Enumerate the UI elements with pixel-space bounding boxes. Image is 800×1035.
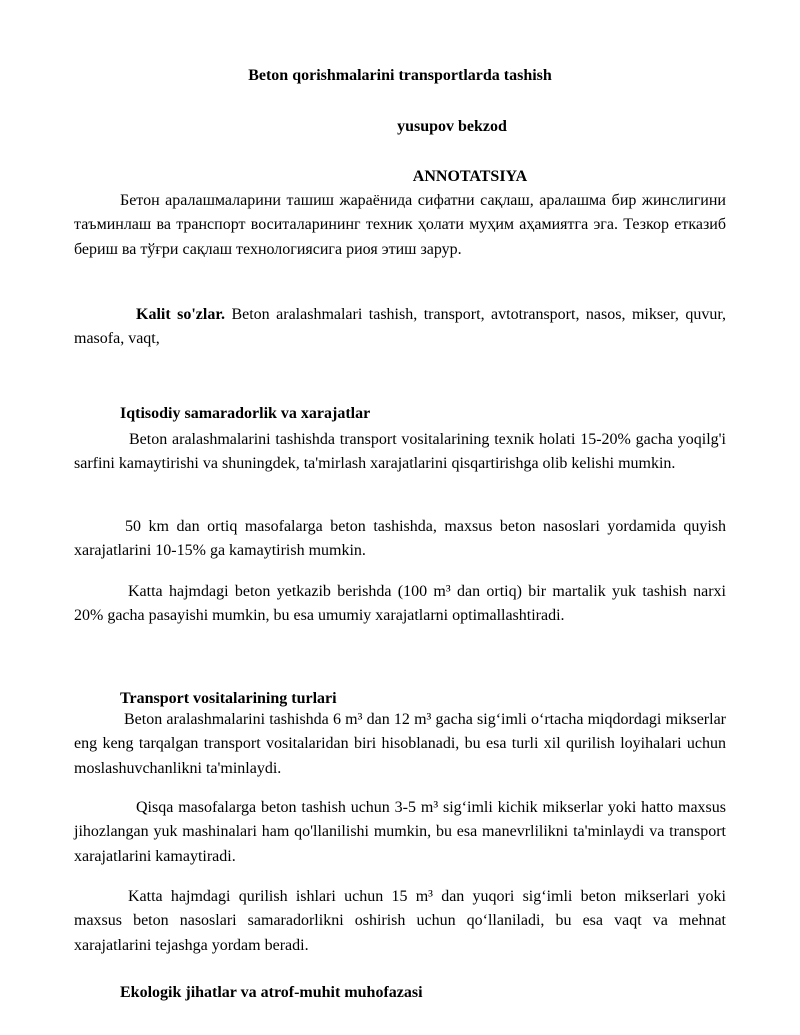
annotation-text: Бетон аралашмаларини ташиш жараёнида сифатни сақлаш, аралашма бир жинслигини таъминлаш ва транспорт воситаларининг техник ҳолати муҳим аҳамиятга эга. Тезкор етказиб бериш ва тўғри сақлаш технологиясига риоя этиш зарур. [74,192,726,258]
annotation-heading: ANNOTATSIYA [412,168,528,185]
keywords-text: Beton aralashmalari tashish, transport, avtotransport, nasos, mikser, quvur, masofa, vaqt, [74,306,727,348]
section-paragraph: Qisqa masofalarga beton tashish uchun 3-5 m³ sig‘imli kichik mikserlar yoki hatto maxsus jihozlangan yuk mashinalari ham qo'llanilishi mumkin, bu esa manevrlilikni ta'minlaydi va transport xarajatlarini kamaytiradi. [74,799,726,865]
section-paragraph: Katta hajmdagi qurilish ishlari uchun 15 m³ dan yuqori sig‘imli beton mikserlari yoki maxsus beton nasoslari samaradorlikni oshirish uchun qo‘llaniladi, bu esa vaqt va mehnat xarajatlarini tejashga yordam beradi. [74,888,726,954]
section-heading-transport-types: Transport vositalarining turlari [120,690,337,707]
section-heading-ecology: Ekologik jihatlar va atrof-muhit muhofazasi [120,984,423,1001]
author-name: yusupov bekzod [397,118,507,135]
keywords-label: Kalit so'zlar. [136,306,225,323]
keywords-paragraph [74,303,726,352]
section-paragraph: Katta hajmdagi beton yetkazib berishda (100 m³ dan ortiq) bir martalik yuk tashish narxi 20% gacha pasayishi mumkin, bu esa umumiy xarajatlarni optimallashtiradi. [74,583,726,625]
document-title: Beton qorishmalarini transportlarda tashish [248,67,552,84]
section-heading-economics: Iqtisodiy samaradorlik va xarajatlar [120,405,371,422]
section-paragraph: 50 km dan ortiq masofalarga beton tashishda, maxsus beton nasoslari yordamida quyish xarajatlarini 10-15% ga kamaytirish mumkin. [74,518,726,560]
section-paragraph: Beton aralashmalarini tashishda transport vositalarining texnik holati 15-20% gacha yoqilg'i sarfini kamaytirishi va shuningdek, ta'mirlash xarajatlarini qisqartirishga olib kelishi mumkin. [74,431,726,473]
section-paragraph: Beton aralashmalarini tashishda 6 m³ dan 12 m³ gacha sig‘imli o‘rtacha miqdordagi mikserlar eng keng tarqalgan transport vositalaridan biri hisoblanadi, bu esa turli xil qurilish loyihalari uchun moslashuvchanlikni ta'minlaydi. [74,711,726,777]
